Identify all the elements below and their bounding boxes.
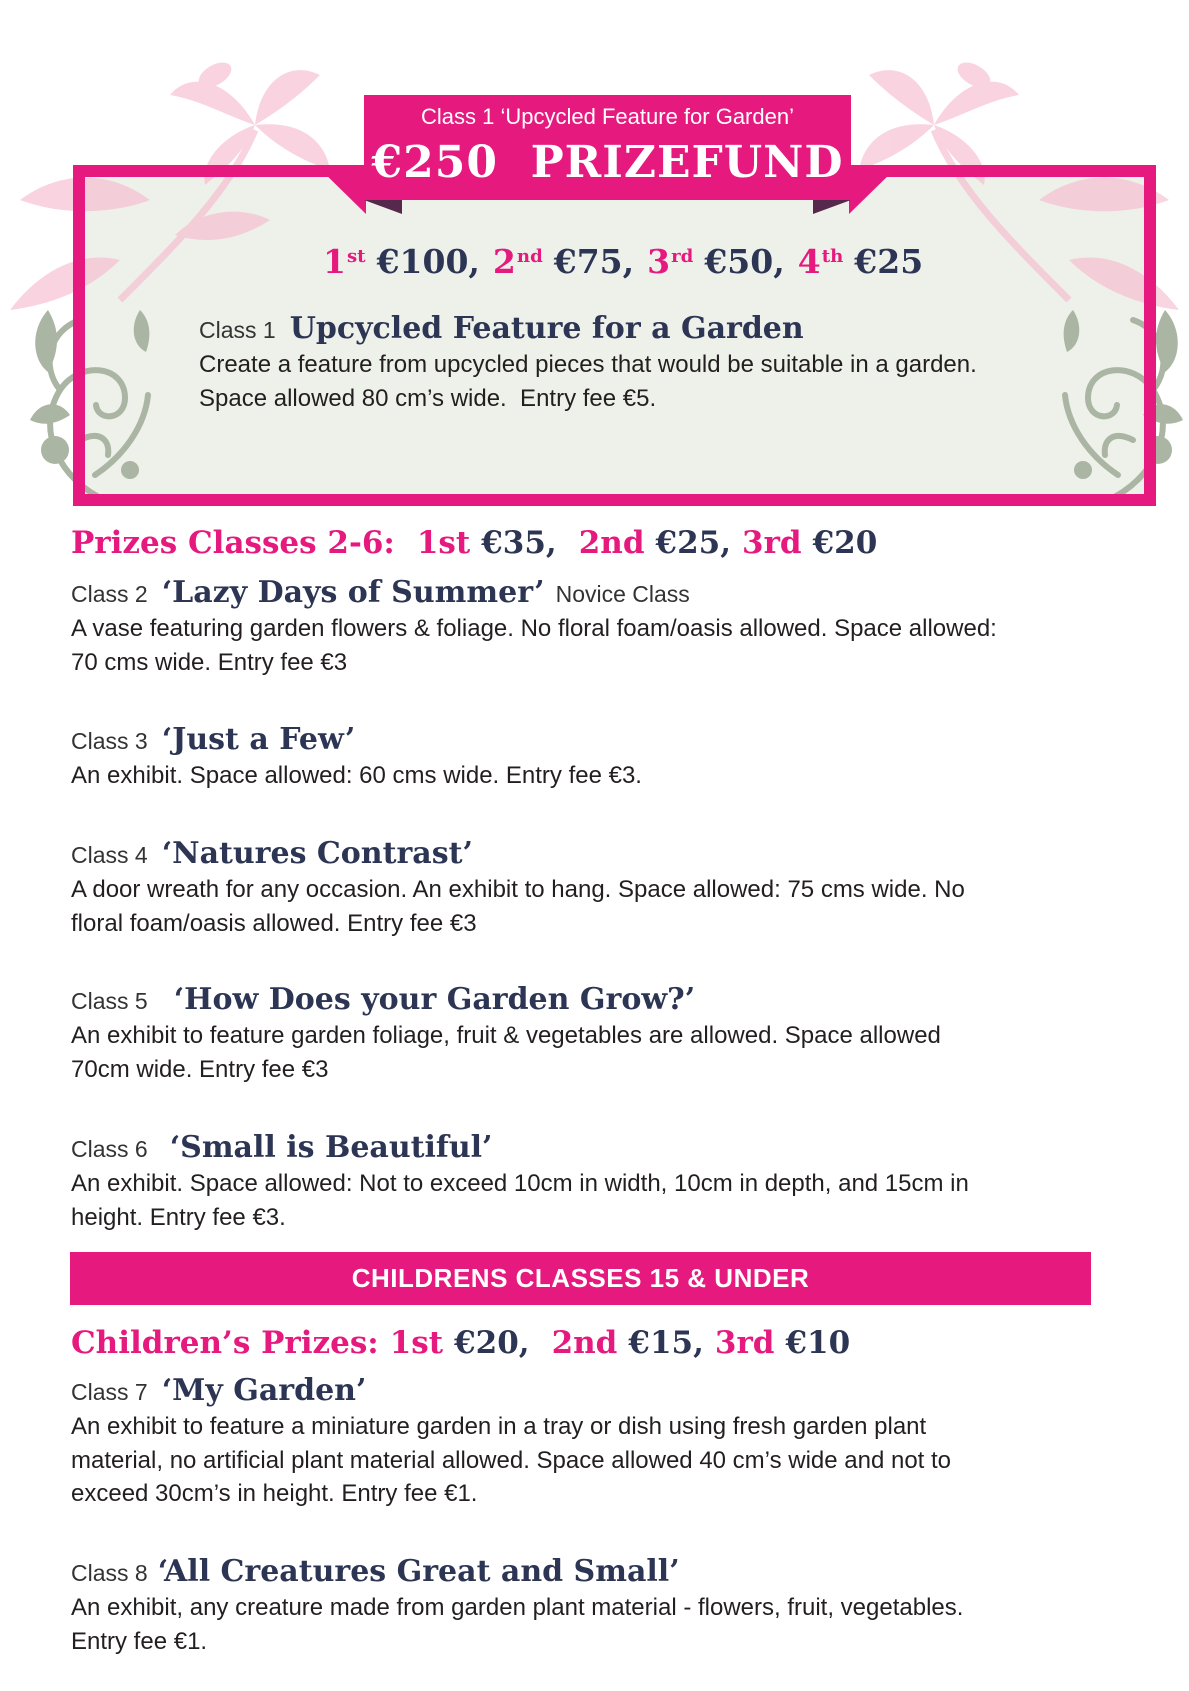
prize-fourth: [798, 242, 923, 282]
prize-amount: €20: [812, 525, 878, 561]
class-title-line: [71, 1129, 969, 1167]
adult-prizes-heading: Prizes Classes 2-6:: [71, 525, 395, 561]
class-description-line: 70cm wide. Entry fee €3: [71, 1055, 329, 1083]
class-title: Upcycled Feature for a Garden: [289, 311, 804, 346]
prize-amount: €35,: [481, 525, 557, 561]
class-description-line: exceed 30cm’s in height. Entry fee €1.: [71, 1480, 478, 1507]
ribbon-subtitle: Class 1 ‘Upcycled Feature for Garden’: [421, 104, 794, 129]
class-note: Novice Class: [555, 581, 690, 607]
prize-amount: €75,: [553, 242, 635, 281]
class-title-line: [71, 574, 997, 612]
class-title: ‘Just a Few’: [161, 722, 356, 757]
class-number-label: Class 6: [71, 1136, 148, 1162]
ribbon-tail-left: [316, 165, 366, 214]
prize-amount: €25,: [655, 525, 732, 561]
class-description-line: An exhibit to feature a miniature garden in a tray or dish using fresh garden plant: [71, 1413, 927, 1440]
class-title: ‘All Creatures Great and Small’: [157, 1554, 680, 1589]
prize-place: 1: [323, 242, 346, 281]
prize-amount: €25: [854, 242, 924, 281]
class-title-line: [71, 1372, 951, 1410]
class-description-line: A vase featuring garden flowers & foliage. No floral foam/oasis allowed. Space allowed:: [71, 615, 997, 642]
ribbon-fold-left: [364, 200, 402, 214]
class-title: ‘How Does your Garden Grow?’: [173, 982, 696, 1017]
class-description-line: height. Entry fee €3.: [71, 1203, 286, 1231]
prize-third: [647, 242, 785, 282]
prize-place-suffix: th: [821, 245, 844, 267]
class-number-label: Class 8: [71, 1560, 148, 1586]
prize-amount: €50,: [704, 242, 785, 281]
class-description-line: Space allowed 80 cm’s wide. Entry fee €5.: [199, 384, 657, 412]
class-title: ‘Lazy Days of Summer’: [161, 575, 545, 610]
prize-place-suffix: nd: [516, 245, 543, 267]
prize-place: 1st: [389, 1325, 444, 1361]
prize-place-suffix: rd: [671, 245, 694, 267]
class-entry-7: [71, 1372, 951, 1511]
class-description-line: Entry fee €1.: [71, 1627, 208, 1655]
prize-place: 2nd: [578, 525, 645, 561]
class-title-line: [199, 310, 977, 348]
childrens-classes-banner: CHILDRENS CLASSES 15 & UNDER: [70, 1252, 1091, 1305]
class-description-line: floral foam/oasis allowed. Entry fee €3: [71, 909, 477, 937]
prize-place: 3rd: [714, 1325, 775, 1361]
class-number-label: Class 2: [71, 581, 148, 607]
children-prizes-line: [71, 1323, 850, 1363]
adult-prizes-line: [71, 523, 877, 563]
ribbon-fold-right: [813, 200, 851, 214]
class-entry-2: [71, 574, 997, 679]
class-title-line: [71, 981, 941, 1019]
ribbon-title: €250 PRIZEFUND: [371, 137, 844, 188]
class-description-line: 70 cms wide. Entry fee €3: [71, 648, 348, 676]
class-number-label: Class 7: [71, 1379, 148, 1405]
class-description-line: Create a feature from upcycled pieces that would be suitable in a garden.: [199, 351, 977, 378]
class-entry-8: [71, 1553, 963, 1658]
class-description-line: material, no artificial plant material allowed. Space allowed 40 cm’s wide and not to: [71, 1446, 952, 1474]
prize-amount: €10: [785, 1325, 851, 1361]
prize-place: 3rd: [742, 525, 802, 561]
prize-amount: €15,: [628, 1325, 704, 1361]
class-description-line: An exhibit, any creature made from garden plant material - flowers, fruit, vegetables.: [71, 1594, 964, 1621]
prize-amount: €20,: [454, 1325, 530, 1361]
prize-second: [493, 242, 634, 282]
class-description-line: A door wreath for any occasion. An exhibit to hang. Space allowed: 75 cms wide. No: [71, 876, 965, 903]
class-entry-4: [71, 835, 965, 940]
class-title-line: [71, 835, 965, 873]
prizefund-ribbon: [364, 95, 851, 200]
class-title: ‘Natures Contrast’: [161, 836, 473, 871]
prize-place: 4: [797, 242, 821, 281]
class-description-line: An exhibit. Space allowed: Not to exceed 10cm in width, 10cm in depth, and 15cm in: [71, 1170, 969, 1197]
class-number-label: Class 4: [71, 842, 148, 868]
ribbon-tail-right: [849, 165, 899, 214]
class-title: ‘My Garden’: [161, 1373, 367, 1408]
class-number-label: Class 1: [199, 317, 276, 343]
prize-place: 3: [647, 242, 671, 281]
class-description-line: An exhibit to feature garden foliage, fruit & vegetables are allowed. Space allowed: [71, 1022, 941, 1049]
class-title-line: [71, 1553, 963, 1591]
class-title-line: [71, 721, 642, 759]
class-entry-1: [199, 310, 977, 415]
class-number-label: Class 3: [71, 728, 148, 754]
class-entry-5: [71, 981, 941, 1086]
class-description-line: An exhibit. Space allowed: 60 cms wide. Entry fee €3.: [71, 762, 642, 789]
prize-place: 2nd: [551, 1325, 618, 1361]
class1-prize-list: [323, 242, 936, 282]
class-number-label: Class 5: [71, 988, 148, 1014]
prize-amount: €100,: [376, 242, 480, 281]
class-entry-3: [71, 721, 642, 793]
prize-place-suffix: st: [346, 245, 366, 267]
class-title: ‘Small is Beautiful’: [169, 1130, 493, 1165]
children-prizes-heading: Children’s Prizes:: [71, 1325, 379, 1361]
prize-first: [323, 242, 480, 282]
class-entry-6: [71, 1129, 969, 1234]
prize-place: 1st: [416, 525, 471, 561]
prize-place: 2: [492, 242, 516, 281]
